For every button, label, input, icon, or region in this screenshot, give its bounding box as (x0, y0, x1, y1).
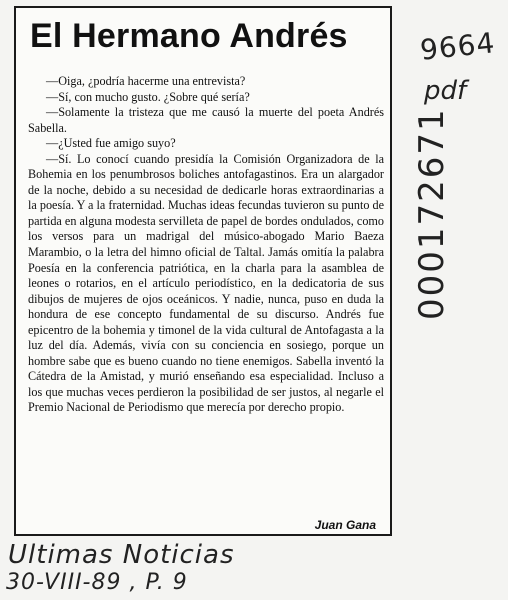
newspaper-clipping (14, 6, 392, 536)
handwritten-date-page: 30-VIII-89 , P. 9 (6, 570, 188, 595)
dialogue-line-4: —¿Usted fue amigo suyo? (46, 136, 176, 151)
dialogue-line-2: —Sí, con mucho gusto. ¿Sobre qué sería? (46, 89, 250, 104)
article-body (28, 74, 384, 416)
dialogue-line-1: —Oiga, ¿podría hacerme una entrevista? (46, 74, 246, 88)
dialogue-line-3: —Solamente la tristeza que me causó la muerte del poeta Andrés Sabella. (28, 105, 384, 135)
article-title: El Hermano Andrés (30, 17, 348, 55)
dialogue-line-5: —Sí. Lo conocí cuando presidía la Comisión Organizadora de la Bohemia en los penumbrosos boliches antofagastinos. Era un alargador de la noche, debido a su necesidad de dedicarle horas extraordinarias a la poesía. Y a la fraternidad. Muchas ideas fecundas tuvieron su punto de partida en alguna modesta servilleta de papel de bordes ondulados, como los versos para un madrigal del músico-abogado Mario Baeza Marambio, o la letra del himno oficial de Taltal. Jamás omitía la palabra Poesía en la conferencia patriótica, en la charla para la asamblea de leones o rotarios, en el artículo periodístico, en la dedicatoria de sus dibujos de mujeres de ojos oceánicos. Y nadie, nunca, puso en duda la hondura de ese concepto fundamental de su discurso. Andrés fue epicentro de la bohemia y timonel de la vida cultural de Antofagasta a la luz del día. Además, vivía con su conciencia en sosiego, porque un hombre sabe que es bueno cuando no tiene enemigos. Sabella inventó la Cátedra de la Amistad, y murió enseñando esa especialidad. Incluso a los que muchas veces perdieron la posibilidad de ser justos, al negarle el Premio Nacional de Periodismo que merecía por derecho propio. (28, 151, 384, 415)
handwritten-code: 9664 (418, 26, 497, 67)
article-byline: Juan Gana (314, 518, 376, 532)
handwritten-format: pdf (424, 76, 467, 106)
handwritten-id-number: 000172671 (412, 107, 452, 320)
handwritten-source: Ultimas Noticias (8, 540, 235, 570)
